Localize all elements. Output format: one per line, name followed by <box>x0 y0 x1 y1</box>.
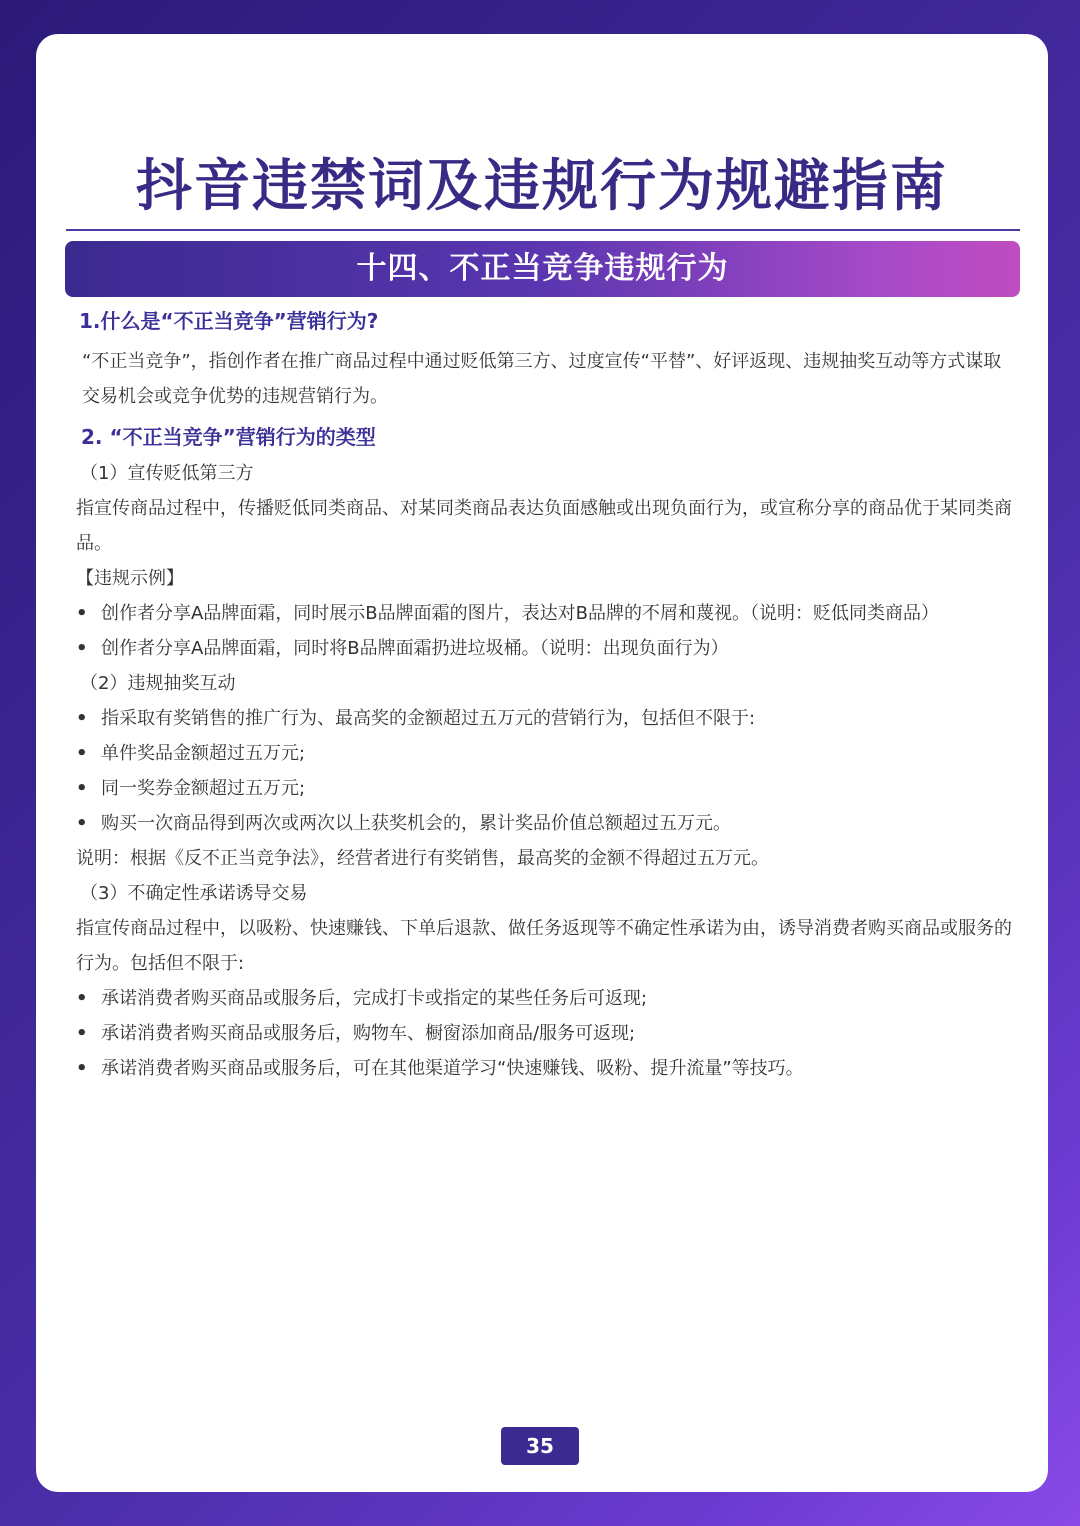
content-body <box>76 304 1016 1086</box>
bullet-icon: • <box>76 778 88 799</box>
bullet-icon: • <box>76 988 88 1009</box>
type-1-title: （1）宣传贬低第三方 <box>80 463 254 484</box>
bullet-icon: • <box>76 1058 88 1079</box>
list-item <box>76 701 981 736</box>
type-1-description: 指宣传商品过程中，传播贬低同类商品、对某同类商品表达负面感触或出现负面行为，或宣称分享的商品优于某同类商品。 <box>76 498 1012 554</box>
list-item <box>76 771 981 806</box>
type-2-title: （2）违规抽奖互动 <box>80 673 236 694</box>
list-item <box>76 736 981 771</box>
list-item-text: 同一奖券金额超过五万元; <box>101 778 306 799</box>
document-page <box>36 34 1048 1492</box>
list-item <box>76 596 981 631</box>
bullet-icon: • <box>76 708 88 729</box>
list-item <box>76 631 981 666</box>
list-item <box>76 1016 981 1051</box>
type-3-description: 指宣传商品过程中，以吸粉、快速赚钱、下单后退款、做任务返现等不确定性承诺为由，诱导消费者购买商品或服务的行为。包括但不限于: <box>76 918 1012 974</box>
type-3-title: （3）不确定性承诺诱导交易 <box>80 883 308 904</box>
type-2-note: 说明：根据《反不正当竞争法》，经营者进行有奖销售，最高奖的金额不得超过五万元。 <box>76 848 769 869</box>
question-1-paragraph: “不正当竞争”，指创作者在推广商品过程中通过贬低第三方、过度宣传“平替”、好评返现、违规抽奖互动等方式谋取交易机会或竞争优势的违规营销行为。 <box>82 351 1002 407</box>
list-item-text: 购买一次商品得到两次或两次以上获奖机会的，累计奖品价值总额超过五万元。 <box>101 813 731 834</box>
list-item <box>76 806 981 841</box>
page-number: 35 <box>501 1427 579 1465</box>
list-item-text: 承诺消费者购买商品或服务后，可在其他渠道学习“快速赚钱、吸粉、提升流量”等技巧。 <box>101 1058 804 1079</box>
document-title: 抖音违禁词及违规行为规避指南 <box>136 154 948 219</box>
list-item-text: 创作者分享A品牌面霜，同时将B品牌面霜扔进垃圾桶。（说明：出现负面行为） <box>101 638 729 659</box>
bullet-icon: • <box>76 638 88 659</box>
bullet-icon: • <box>76 743 88 764</box>
question-2-heading: 2. “不正当竞争”营销行为的类型 <box>81 425 376 449</box>
list-item-text: 指采取有奖销售的推广行为、最高奖的金额超过五万元的营销行为，包括但不限于: <box>101 708 756 729</box>
list-item-text: 承诺消费者购买商品或服务后，完成打卡或指定的某些任务后可返现; <box>101 988 648 1009</box>
bullet-icon: • <box>76 1023 88 1044</box>
section-banner <box>65 241 1020 297</box>
list-item-text: 单件奖品金额超过五万元; <box>101 743 306 764</box>
question-1-heading: 1.什么是“不正当竞争”营销行为? <box>79 309 379 333</box>
section-title: 十四、不正当竞争违规行为 <box>356 251 729 286</box>
list-item-text: 承诺消费者购买商品或服务后，购物车、橱窗添加商品/服务可返现; <box>101 1023 636 1044</box>
bullet-icon: • <box>76 603 88 624</box>
examples-label: 【违规示例】 <box>76 568 184 589</box>
list-item <box>76 1051 981 1086</box>
list-item <box>76 981 981 1016</box>
title-divider <box>66 229 1020 231</box>
list-item-text: 创作者分享A品牌面霜，同时展示B品牌面霜的图片，表达对B品牌的不屑和蔑视。（说明：贬低同类商品） <box>101 603 940 624</box>
bullet-icon: • <box>76 813 88 834</box>
